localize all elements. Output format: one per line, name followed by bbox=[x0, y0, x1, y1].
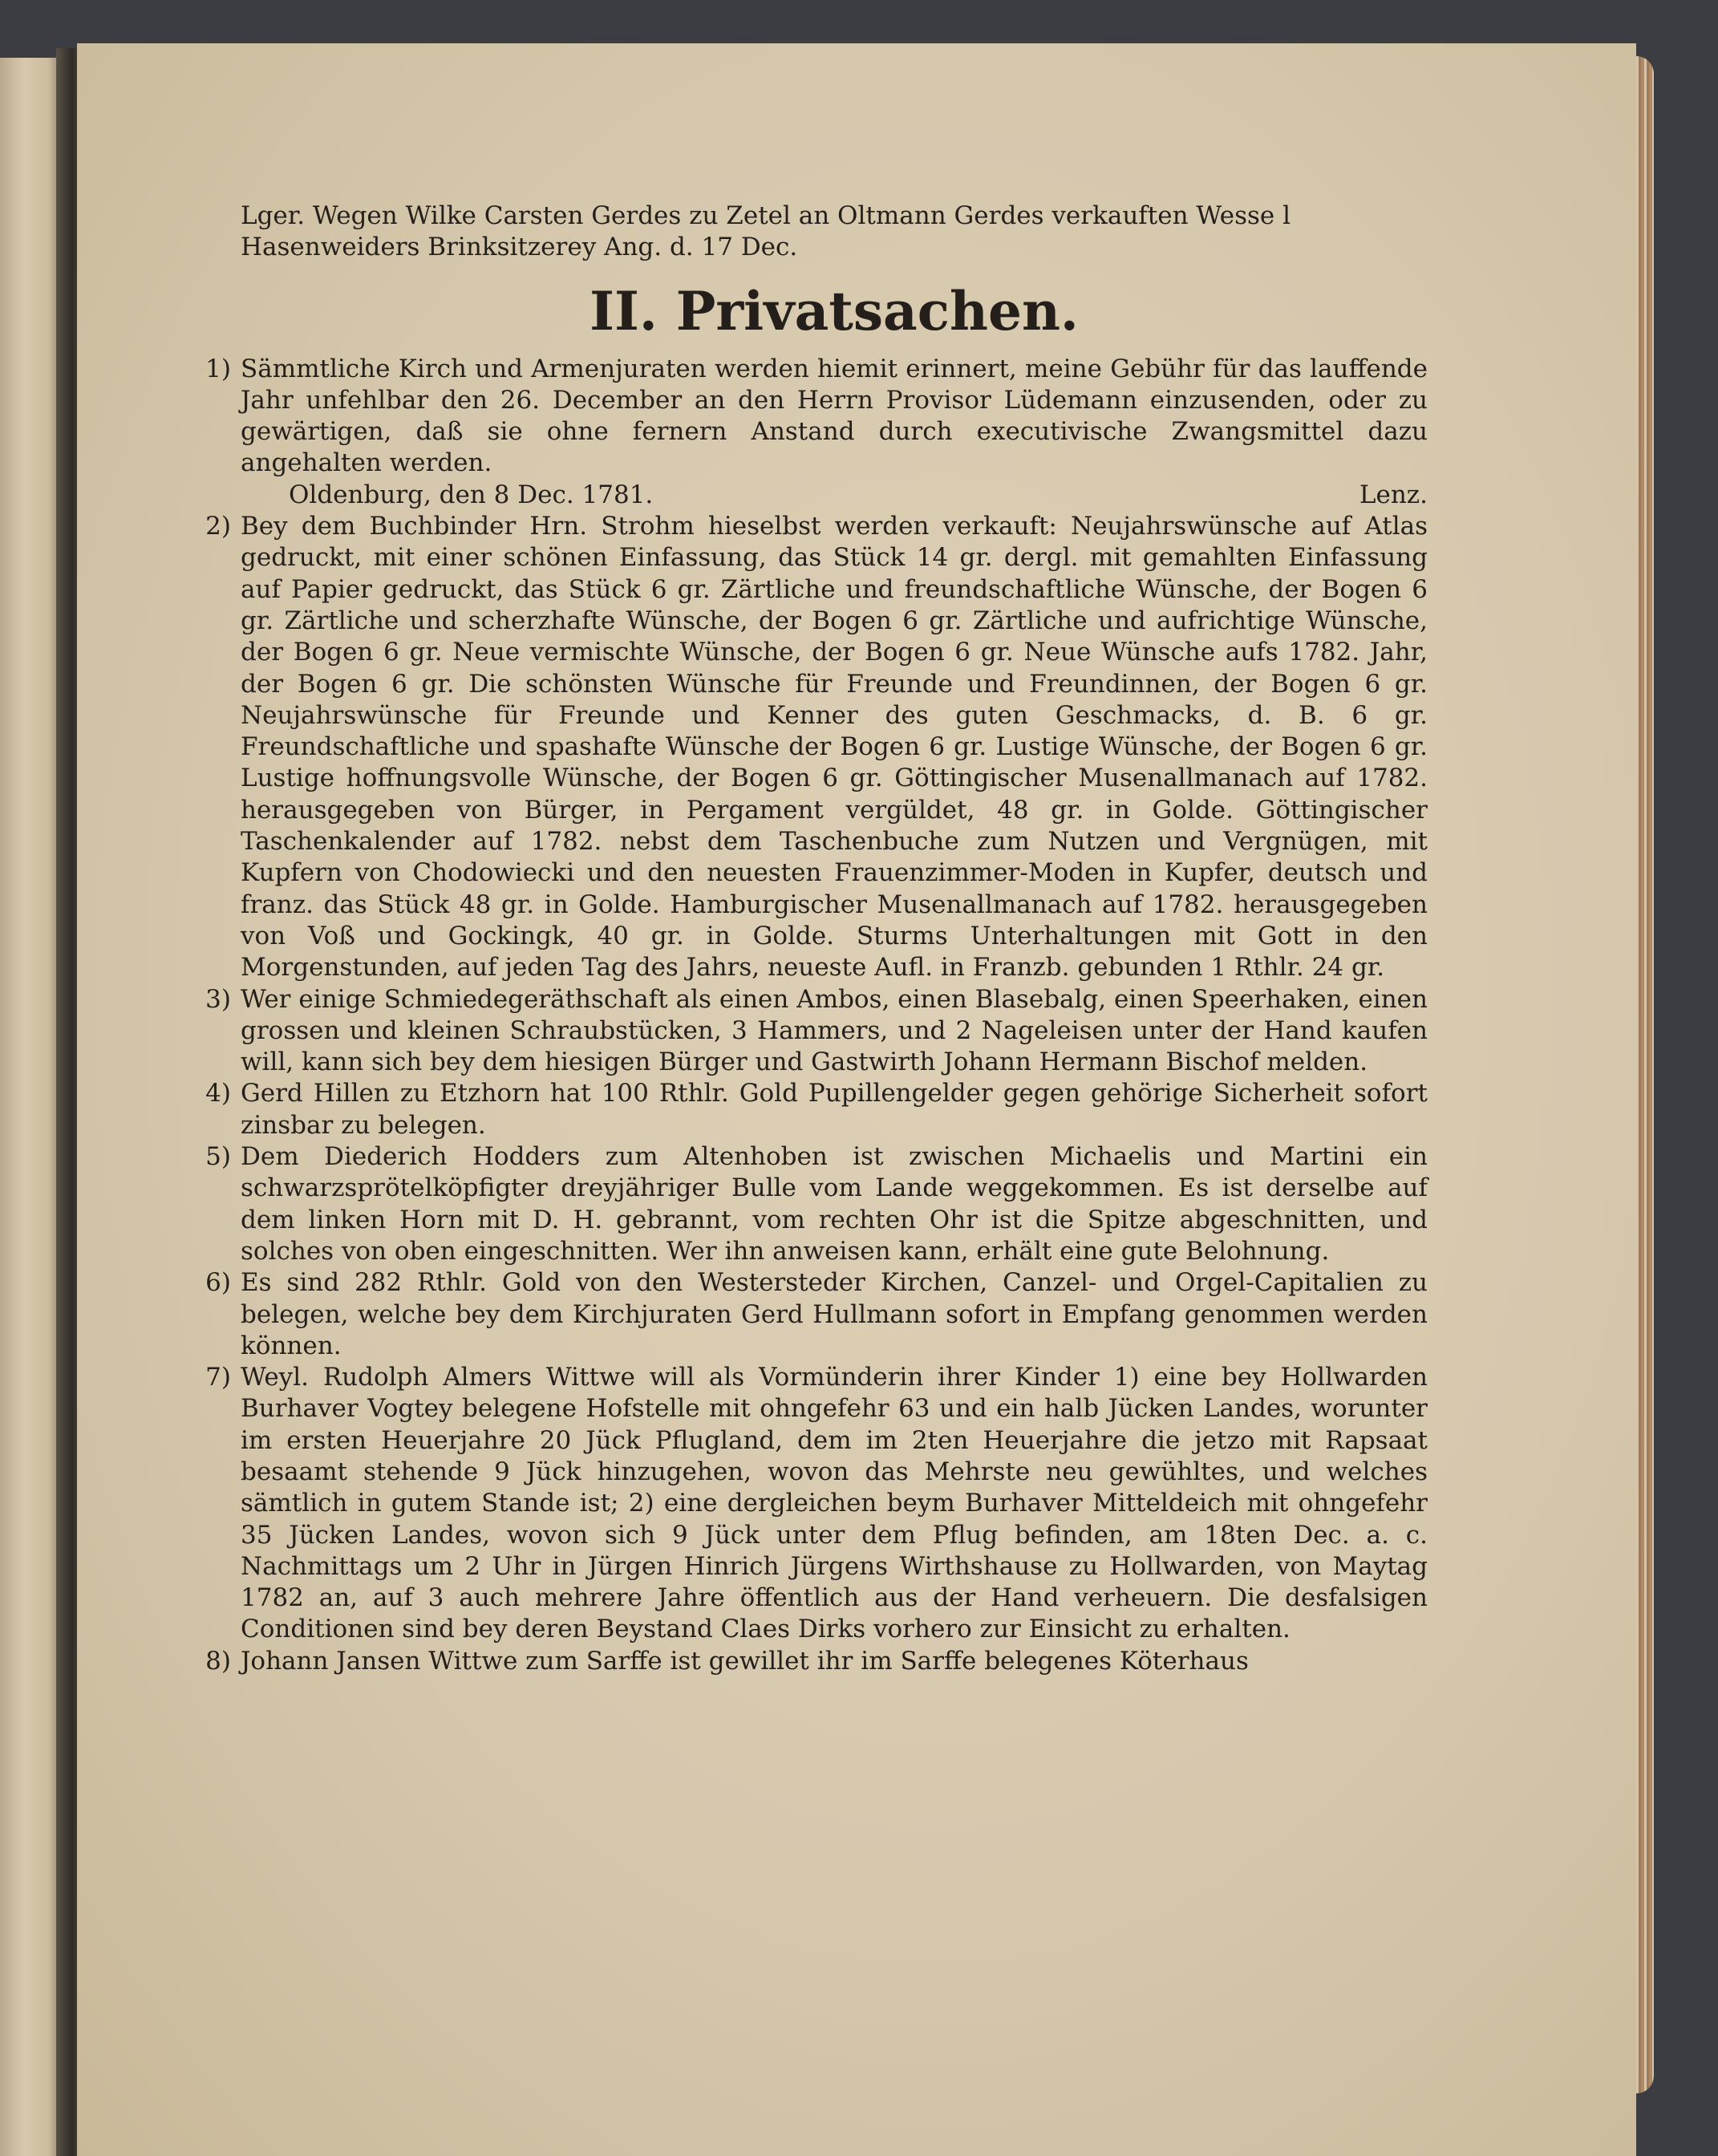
page-text bbox=[205, 201, 1428, 1677]
entry-text: Bey dem Buchbinder Hrn. Strohm hieselbst werden verkauft: Neujahrswünsche auf Atlas gedruckt, mit einer schönen Einfassung, das Stück 14 gr. dergl. mit gemahlten Einfassung auf Papier gedruckt, das Stück 6 gr. Zärtliche und freundschaftliche Wünsche, der Bogen 6 gr. Zärtliche und scherzhafte Wünsche, der Bogen 6 gr. Zärtliche und aufrichtige Wünsche, der Bogen 6 gr. Neue vermischte Wünsche, der Bogen 6 gr. Neue Wünsche aufs 1782. Jahr, der Bogen 6 gr. Die schönsten Wünsche für Freunde und Freundinnen, der Bogen 6 gr. Neujahrswünsche für Freunde und Kenner des guten Geschmacks, d. B. 6 gr. Freundschaftliche und spashafte Wünsche der Bogen 6 gr. Lustige Wünsche, der Bogen 6 gr. Lustige hoffnungsvolle Wünsche, der Bogen 6 gr. Göttingischer Musenallmanach auf 1782. herausgegeben von Bürger, in Pergament vergüldet, 48 gr. in Golde. Göttingischer Taschenkalender auf 1782. nebst dem Taschenbuche zum Nutzen und Vergnügen, mit Kupfern von Chodowiecki und den neuesten Frauenzimmer-Moden in Kupfer, deutsch und franz. das Stück 48 gr. in Golde. Hamburgischer Musenallmanach auf 1782. herausgegeben von Voß und Gockingk, 40 gr. in Golde. Sturms Unterhaltungen mit Gott in den Morgenstunden, auf jeden Tag des Jahrs, neueste Aufl. in Franzb. gebunden 1 Rthlr. 24 gr. bbox=[241, 512, 1428, 983]
entry-number: 1) bbox=[205, 354, 231, 383]
entry-text: Weyl. Rudolph Almers Wittwe will als Vormünderin ihrer Kinder 1) eine bey Hollwarden Burhaver Vogtey belegene Hofstelle mit ohngefehr 63 und ein halb Jücken Landes, worunter im ersten Heuerjahre 20 Jück Pflugland, dem im 2ten Heuerjahre die jetzo mit Rapsaat besaamt stehende 9 Jück hinzugehen, wovon das Mehrste neu gewühltes, und welches sämtlich in gutem Stande ist; 2) eine dergleichen beym Burhaver Mitteldeich mit ohngefehr 35 Jücken Landes, wovon sich 9 Jück unter dem Pflug befinden, am 18ten Dec. a. c. Nachmittags um 2 Uhr in Jürgen Hinrich Jürgens Wirthshause zu Hollwarden, von Maytag 1782 an, auf 3 auch mehrere Jahre öffentlich aus der Hand verheuern. Die desfalsigen Conditionen sind bey deren Beystand Claes Dirks vorhero zur Einsicht zu erhalten. bbox=[241, 1363, 1428, 1644]
entry-number: 8) bbox=[205, 1646, 231, 1676]
entry-2 bbox=[205, 511, 1428, 983]
entry-8 bbox=[205, 1646, 1428, 1677]
header-line-2: Hasenweiders Brinksitzerey Ang. d. 17 Dec. bbox=[241, 233, 798, 262]
header-line-1: Lger. Wegen Wilke Carsten Gerdes zu Zetel an Oltmann Gerdes verkauften Wesse l bbox=[241, 201, 1291, 230]
entry-text: Johann Jansen Wittwe zum Sarffe ist gewillet ihr im Sarffe belegenes Köterhaus bbox=[241, 1646, 1249, 1676]
entry-number: 5) bbox=[205, 1142, 231, 1172]
entry-number: 2) bbox=[205, 512, 231, 541]
entry-text: Dem Diederich Hodders zum Altenhoben ist zwischen Michaelis und Martini ein schwarzsprötelköpfigter dreyjähriger Bulle vom Lande weggekommen. Es ist derselbe auf dem linken Horn mit D. H. gebrannt, vom rechten Ohr ist die Spitze abgeschnitten, und solches von oben eingeschnitten. Wer ihn anweisen kann, erhält eine gute Belohnung. bbox=[241, 1142, 1428, 1266]
section-title: II. Privatsachen. bbox=[590, 279, 1079, 342]
entry-number: 3) bbox=[205, 984, 231, 1014]
entry-7 bbox=[205, 1362, 1428, 1646]
signature: Lenz. bbox=[1359, 480, 1428, 509]
entry-4 bbox=[205, 1078, 1428, 1141]
entry-6 bbox=[205, 1267, 1428, 1362]
entry-signature-line bbox=[241, 480, 1428, 511]
entry-text: Sämmtliche Kirch und Armenjuraten werden hiemit erinnert, meine Gebühr für das lauffende Jahr unfehlbar den 26. December an den Herrn Provisor Lüdemann einzusenden, oder zu gewärtigen, daß sie ohne fernern Anstand durch executivische Zwangsmittel dazu angehalten werden. bbox=[241, 354, 1428, 478]
entry-3 bbox=[205, 984, 1428, 1079]
entry-1 bbox=[205, 354, 1428, 511]
entry-text: Gerd Hillen zu Etzhorn hat 100 Rthlr. Gold Pupillengelder gegen gehörige Sicherheit sofort zinsbar zu belegen. bbox=[241, 1079, 1428, 1140]
entry-text: Wer einige Schmiedegeräthschaft als einen Ambos, einen Blasebalg, einen Speerhaken, einen grossen und kleinen Schraubstücken, 3 Hammers, und 2 Nageleisen unter der Hand kaufen will, kann sich bey dem hiesigen Bürger und Gastwirth Johann Hermann Bischof melden. bbox=[241, 984, 1428, 1077]
entry-number: 6) bbox=[205, 1268, 231, 1298]
entry-number: 4) bbox=[205, 1079, 231, 1108]
entry-5 bbox=[205, 1141, 1428, 1267]
entry-text: Es sind 282 Rthlr. Gold von den Westersteder Kirchen, Canzel- und Orgel-Capitalien zu belegen, welche bey dem Kirchjuraten Gerd Hullmann sofort in Empfang genommen werden können. bbox=[241, 1268, 1428, 1360]
place-date: Oldenburg, den 8 Dec. 1781. bbox=[289, 480, 654, 509]
entry-number: 7) bbox=[205, 1363, 231, 1392]
